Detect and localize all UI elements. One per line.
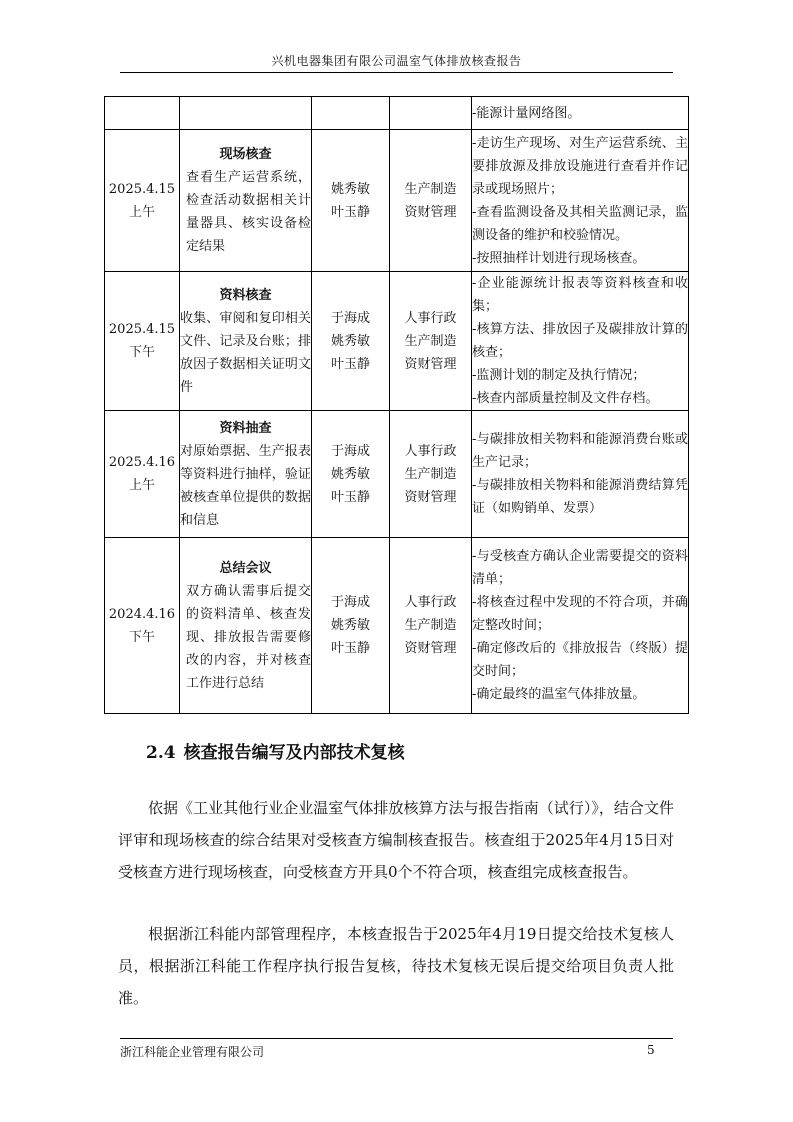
auditor-cell: 于海成 姚秀敏 叶玉静 [312, 272, 390, 411]
task-title: 资料抽查 [219, 420, 272, 436]
content-cell [472, 538, 689, 714]
date-value: 2025.4.16 [108, 455, 176, 470]
date-cell [105, 272, 180, 411]
date-cell [105, 97, 180, 130]
content-line: -确定最终的温室气体排放量。 [472, 687, 646, 702]
content-line: -核算方法、排放因子及碳排放计算的核查； [472, 322, 688, 360]
content-cell [472, 411, 689, 538]
task-description: 收集、审阅和复印相关文件、记录及台账；排放因子数据相关证明文件 [180, 310, 311, 395]
footer-company: 浙江科能企业管理有限公司 [120, 1045, 265, 1059]
department-cell: 人事行政 生产制造 资财管理 [390, 272, 472, 411]
table-row [105, 97, 689, 130]
task-title: 总结会议 [219, 560, 272, 576]
content-line: -能源计量网络图。 [472, 105, 581, 121]
content-cell [472, 97, 689, 130]
department-cell: 生产制造 资财管理 [390, 130, 472, 272]
content-cell [472, 130, 689, 272]
content-line: -核查内部质量控制及文件存档。 [472, 391, 659, 406]
task-title: 资料核查 [219, 287, 272, 303]
content-line: -与受核查方确认企业需要提交的资料清单； [472, 549, 688, 587]
auditor-cell [312, 97, 390, 130]
table-row [105, 411, 689, 538]
task-cell [180, 411, 312, 538]
content-line: -企业能源统计报表等资料核查和收集； [472, 276, 688, 314]
task-cell [180, 538, 312, 714]
auditor-cell: 于海成 姚秀敏 叶玉静 [312, 538, 390, 714]
content-line: -监测计划的制定及执行情况； [472, 368, 646, 383]
content-line: -确定修改后的《排放报告（终版）提交时间； [472, 641, 688, 679]
department-cell [390, 97, 472, 130]
section-number: 2.4 [146, 743, 176, 763]
audit-schedule-table [104, 96, 689, 714]
section-heading [146, 738, 405, 763]
task-cell [180, 130, 312, 272]
time-value: 下午 [128, 629, 155, 645]
content-cell [472, 272, 689, 411]
content-line: -与碳排放相关物料和能源消费结算凭证（如购销单、发票） [472, 478, 688, 516]
task-description: 双方确认需事后提交的资料清单、核查发现、排放报告需要修改的内容，并对核查工作进行总结 [186, 583, 311, 691]
task-cell [180, 97, 312, 130]
date-cell [105, 130, 180, 272]
page-number: 5 [647, 1043, 655, 1057]
body-paragraph: 依据《工业其他行业企业温室气体排放核算方法与报告指南（试行）》，结合文件评审和现场核查的综合结果对受核查方编制核查报告。核查组于2025年4月15日对受核查方进行现场核查，向受核查方开具0个不符合项，核查组完成核查报告。 [118, 799, 674, 881]
content-line: -查看监测设备及其相关监测记录，监测设备的维护和校验情况。 [472, 204, 688, 243]
section-title: 核查报告编写及内部技术复核 [183, 743, 405, 763]
body-paragraph: 根据浙江科能内部管理程序，本核查报告于2025年4月19日提交给技术复核人员，根据浙江科能工作程序执行报告复核，待技术复核无误后提交给项目负责人批准。 [118, 925, 674, 1007]
task-description: 查看生产运营系统，检查活动数据相关计量器具、核实设备检定结果 [186, 170, 311, 254]
task-cell [180, 272, 312, 411]
time-value: 下午 [128, 345, 155, 360]
table-row [105, 130, 689, 272]
table-row [105, 272, 689, 411]
footer-divider [120, 1038, 673, 1039]
time-value: 上午 [128, 478, 155, 493]
date-value: 2025.4.15 [108, 322, 176, 337]
date-value: 2025.4.15 [108, 181, 176, 197]
content-line: -走访生产现场、对生产运营系统、主要排放源及排放设施进行查看并作记录或现场照片； [472, 135, 688, 197]
time-value: 上午 [128, 204, 155, 220]
table-row [105, 538, 689, 714]
task-description: 对原始票据、生产报表等资料进行抽样，验证被核查单位提供的数据和信息 [180, 443, 311, 528]
content-line: -将核查过程中发现的不符合项，并确定整改时间； [472, 595, 688, 633]
date-value: 2024.4.16 [108, 606, 176, 622]
task-title: 现场核查 [219, 147, 272, 162]
auditor-cell: 姚秀敏 叶玉静 [312, 130, 390, 272]
department-cell: 人事行政 生产制造 资财管理 [390, 411, 472, 538]
department-cell: 人事行政 生产制造 资财管理 [390, 538, 472, 714]
auditor-cell: 于海成 姚秀敏 叶玉静 [312, 411, 390, 538]
content-line: -与碳排放相关物料和能源消费台账或生产记录； [472, 432, 688, 470]
content-line: -按照抽样计划进行现场核查。 [472, 250, 646, 266]
header-divider [120, 72, 673, 73]
date-cell [105, 411, 180, 538]
page-header-title: 兴机电器集团有限公司温室气体排放核查报告 [271, 54, 522, 68]
date-cell [105, 538, 180, 714]
